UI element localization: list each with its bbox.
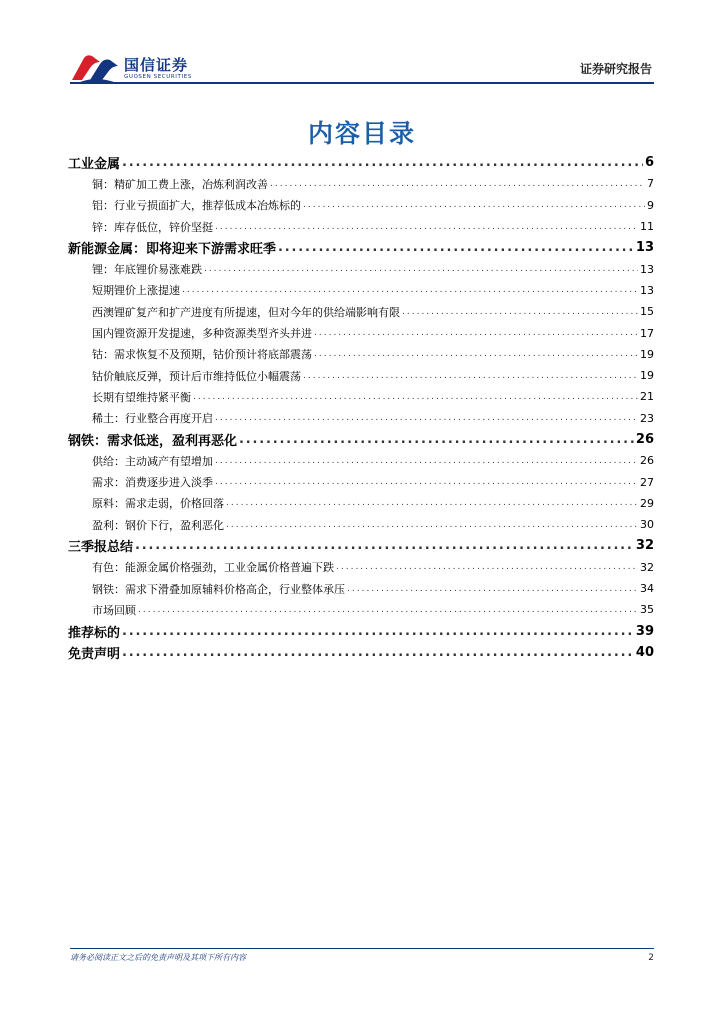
- toc-entry-title: 短期锂价上涨提速: [92, 284, 180, 298]
- toc-entry-title: 锌：库存低位，锌价坚挺: [92, 220, 213, 234]
- report-type-label: 证券研究报告: [579, 62, 652, 76]
- toc-leader-dots: [314, 328, 638, 338]
- guosen-logo-icon: [70, 52, 120, 84]
- toc-entry-title: 工业金属: [68, 157, 121, 173]
- toc-entry-title: 钴价触底反弹，预计后市维持低位小幅震荡: [92, 369, 301, 383]
- page-header: [0, 0, 724, 86]
- toc-entry-section[interactable]: [68, 237, 654, 258]
- toc-entry-page: 30: [640, 518, 654, 532]
- footer-divider: [70, 948, 654, 949]
- toc-leader-dots: [135, 538, 634, 553]
- toc-entry-subsection[interactable]: [68, 258, 654, 279]
- toc-entry-title: 推荐标的: [68, 625, 121, 641]
- toc-entry-subsection[interactable]: [68, 365, 654, 386]
- logo-english-name: GUOSEN SECURITIES: [124, 74, 192, 80]
- toc-leader-dots: [303, 200, 645, 210]
- toc-leader-dots: [270, 179, 645, 189]
- toc-entry-title: 供给：主动减产有望增加: [92, 454, 213, 468]
- toc-entry-subsection[interactable]: [68, 557, 654, 578]
- toc-entry-title: 新能源金属：即将迎来下游需求旺季: [68, 242, 277, 258]
- toc-leader-dots: [215, 222, 638, 232]
- toc-entry-subsection[interactable]: [68, 195, 654, 216]
- toc-entry-section[interactable]: [68, 152, 654, 173]
- toc-entry-page: 23: [640, 411, 654, 425]
- toc-entry-title: 钢铁：需求下滑叠加原辅料价格高企，行业整体承压: [92, 582, 345, 596]
- page-number: 2: [648, 953, 654, 963]
- toc-entry-title: 钴：需求恢复不及预期，钴价预计将底部震荡: [92, 348, 312, 362]
- toc-entry-title: 免责声明: [68, 646, 121, 662]
- toc-entry-subsection[interactable]: [68, 514, 654, 535]
- toc-entry-page: 32: [635, 538, 654, 554]
- table-of-contents: [68, 152, 654, 663]
- toc-leader-dots: [239, 432, 634, 447]
- logo-chinese-name: 国信证券: [124, 56, 189, 74]
- toc-entry-title: 国内锂资源开发提速，多种资源类型齐头并进: [92, 327, 312, 341]
- toc-entry-section[interactable]: [68, 535, 654, 556]
- toc-leader-dots: [138, 605, 638, 615]
- toc-entry-page: 40: [635, 644, 654, 660]
- toc-entry-page: 27: [640, 475, 654, 489]
- toc-entry-page: 6: [644, 155, 654, 171]
- toc-entry-subsection[interactable]: [68, 344, 654, 365]
- toc-entry-title: 铜：精矿加工费上涨，冶炼利润改善: [92, 177, 268, 191]
- toc-entry-page: 35: [640, 603, 654, 617]
- toc-leader-dots: [336, 562, 638, 572]
- toc-entry-subsection[interactable]: [68, 471, 654, 492]
- toc-entry-title: 有色：能源金属价格强劲，工业金属价格普遍下跌: [92, 561, 334, 575]
- toc-entry-title: 西澳锂矿复产和扩产进度有所提速，但对今年的供给端影响有限: [92, 305, 400, 319]
- toc-entry-subsection[interactable]: [68, 578, 654, 599]
- toc-entry-page: 19: [640, 369, 654, 383]
- toc-entry-subsection[interactable]: [68, 216, 654, 237]
- toc-leader-dots: [215, 477, 638, 487]
- toc-leader-dots: [347, 584, 638, 594]
- toc-entry-title: 锂：年底锂价易涨难跌: [92, 263, 202, 277]
- toc-leader-dots: [402, 307, 638, 317]
- toc-entry-subsection[interactable]: [68, 493, 654, 514]
- toc-leader-dots: [314, 349, 638, 359]
- toc-entry-title: 盈利：钢价下行，盈利恶化: [92, 518, 224, 532]
- toc-entry-title: 原料：需求走弱，价格回落: [92, 497, 224, 511]
- toc-entry-section[interactable]: [68, 642, 654, 663]
- toc-entry-page: 13: [635, 240, 654, 256]
- toc-entry-title: 铝：行业亏损面扩大，推荐低成本冶炼标的: [92, 199, 301, 213]
- toc-leader-dots: [122, 155, 643, 170]
- toc-entry-page: 29: [640, 496, 654, 510]
- toc-entry-subsection[interactable]: [68, 322, 654, 343]
- toc-entry-subsection[interactable]: [68, 450, 654, 471]
- toc-leader-dots: [226, 520, 638, 530]
- toc-entry-page: 26: [640, 454, 654, 468]
- toc-entry-title: 需求：消费逐步进入淡季: [92, 476, 213, 490]
- toc-entry-subsection[interactable]: [68, 301, 654, 322]
- toc-entry-page: 13: [640, 262, 654, 276]
- toc-leader-dots: [226, 498, 638, 508]
- toc-entry-subsection[interactable]: [68, 408, 654, 429]
- toc-entry-page: 26: [635, 432, 654, 447]
- toc-entry-subsection[interactable]: [68, 280, 654, 301]
- toc-entry-page: 7: [647, 177, 654, 191]
- toc-leader-dots: [182, 285, 638, 295]
- header-divider: [70, 82, 654, 84]
- toc-entry-title: 三季报总结: [68, 540, 134, 556]
- toc-entry-page: 9: [647, 198, 654, 212]
- toc-leader-dots: [204, 264, 638, 274]
- toc-entry-section[interactable]: [68, 429, 654, 450]
- toc-leader-dots: [303, 371, 638, 381]
- guosen-logo: [70, 52, 200, 86]
- toc-entry-subsection[interactable]: [68, 173, 654, 194]
- toc-entry-subsection[interactable]: [68, 599, 654, 620]
- disclaimer-note: 请务必阅读正文之后的免责声明及其项下所有内容: [70, 953, 246, 962]
- toc-leader-dots: [215, 413, 638, 423]
- toc-entry-page: 11: [640, 220, 654, 234]
- toc-entry-section[interactable]: [68, 621, 654, 642]
- toc-entry-title: 钢铁：需求低迷，盈利再恶化: [68, 434, 238, 449]
- toc-leader-dots: [122, 624, 634, 639]
- toc-entry-page: 17: [640, 326, 654, 340]
- toc-entry-subsection[interactable]: [68, 386, 654, 407]
- toc-leader-dots: [215, 456, 638, 466]
- toc-title: 内容目录: [307, 119, 416, 148]
- toc-leader-dots: [278, 240, 634, 255]
- toc-entry-page: 32: [640, 560, 654, 574]
- toc-entry-page: 34: [640, 582, 654, 596]
- toc-leader-dots: [193, 392, 638, 402]
- toc-entry-title: 市场回顾: [92, 603, 136, 617]
- toc-entry-page: 39: [635, 623, 654, 639]
- toc-entry-page: 15: [640, 305, 654, 319]
- toc-leader-dots: [122, 645, 634, 660]
- toc-entry-page: 13: [640, 283, 654, 297]
- toc-entry-page: 21: [640, 390, 654, 404]
- toc-entry-title: 稀土：行业整合再度开启: [92, 412, 213, 426]
- toc-entry-title: 长期有望维持紧平衡: [92, 390, 191, 404]
- toc-entry-page: 19: [640, 347, 654, 361]
